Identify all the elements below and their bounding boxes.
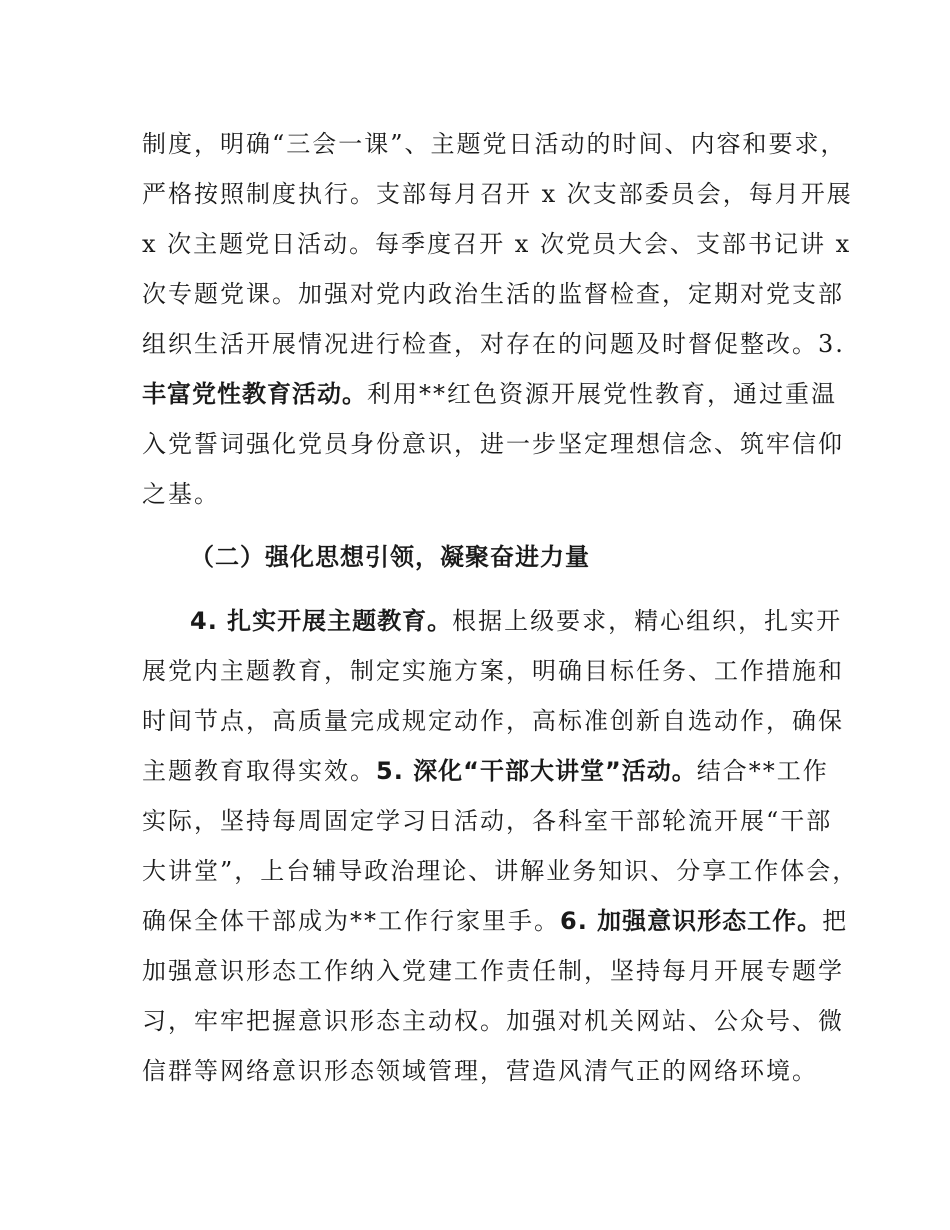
- item-4-title: 4. 扎实开展主题教育。: [190, 607, 453, 635]
- paragraph-line: [142, 905, 848, 937]
- paragraph-line: [142, 755, 829, 787]
- item-6-text: 把: [822, 907, 849, 935]
- item-5-text: 结合**工作: [696, 757, 829, 785]
- paragraph-line: x 次主题党日活动。每季度召开 x 次党员大会、支部书记讲 x: [142, 230, 852, 258]
- paragraph-line: 习，牢牢把握意识形态主动权。加强对机关网站、公众号、微: [142, 1007, 844, 1035]
- paragraph-line: 组织生活开展情况进行检查，对存在的问题及时督促整改。3.: [142, 330, 845, 358]
- paragraph-line: 时间节点，高质量完成规定动作，高标准创新自选动作，确保: [142, 707, 844, 735]
- paragraph-line: 实际，坚持每周固定学习日活动，各科室干部轮流开展“干部: [142, 807, 833, 835]
- paragraph-line: 之基。: [142, 480, 220, 508]
- paragraph-line: 次专题党课。加强对党内政治生活的监督检查，定期对党支部: [142, 280, 844, 308]
- item-4-end: 主题教育取得实效。: [142, 757, 376, 785]
- paragraph-line: 严格按照制度执行。支部每月召开 x 次支部委员会，每月开展: [142, 180, 853, 208]
- item-4-text: 根据上级要求，精心组织，扎实开: [452, 607, 843, 635]
- item-6-title: 6. 加强意识形态工作。: [560, 907, 823, 935]
- paragraph-line: 展党内主题教育，制定实施方案，明确目标任务、工作措施和: [142, 657, 844, 685]
- item-5-title: 5. 深化“干部大讲堂”活动。: [376, 757, 697, 785]
- paragraph-line: 加强意识形态工作纳入党建工作责任制，坚持每月开展专题学: [142, 957, 844, 985]
- paragraph-line: 制度，明确“三会一课”、主题党日活动的时间、内容和要求，: [142, 130, 847, 158]
- paragraph-line: 信群等网络意识形态领域管理，营造风清气正的网络环境。: [142, 1057, 818, 1085]
- paragraph-line: [190, 605, 842, 637]
- item-5-end: 确保全体干部成为**工作行家里手。: [142, 907, 560, 935]
- paragraph-line: [142, 378, 837, 410]
- paragraph-line: 大讲堂”，上台辅导政治理论、讲解业务知识、分享工作体会，: [142, 857, 859, 885]
- paragraph-line: 入党誓词强化党员身份意识，进一步坚定理想信念、筑牢信仰: [142, 430, 844, 458]
- item-3-title: 丰富党性教育活动。: [142, 380, 367, 408]
- item-3-text: 利用**红色资源开展党性教育，通过重温: [367, 380, 837, 408]
- section-heading: （二）强化思想引领，凝聚奋进力量: [190, 543, 590, 571]
